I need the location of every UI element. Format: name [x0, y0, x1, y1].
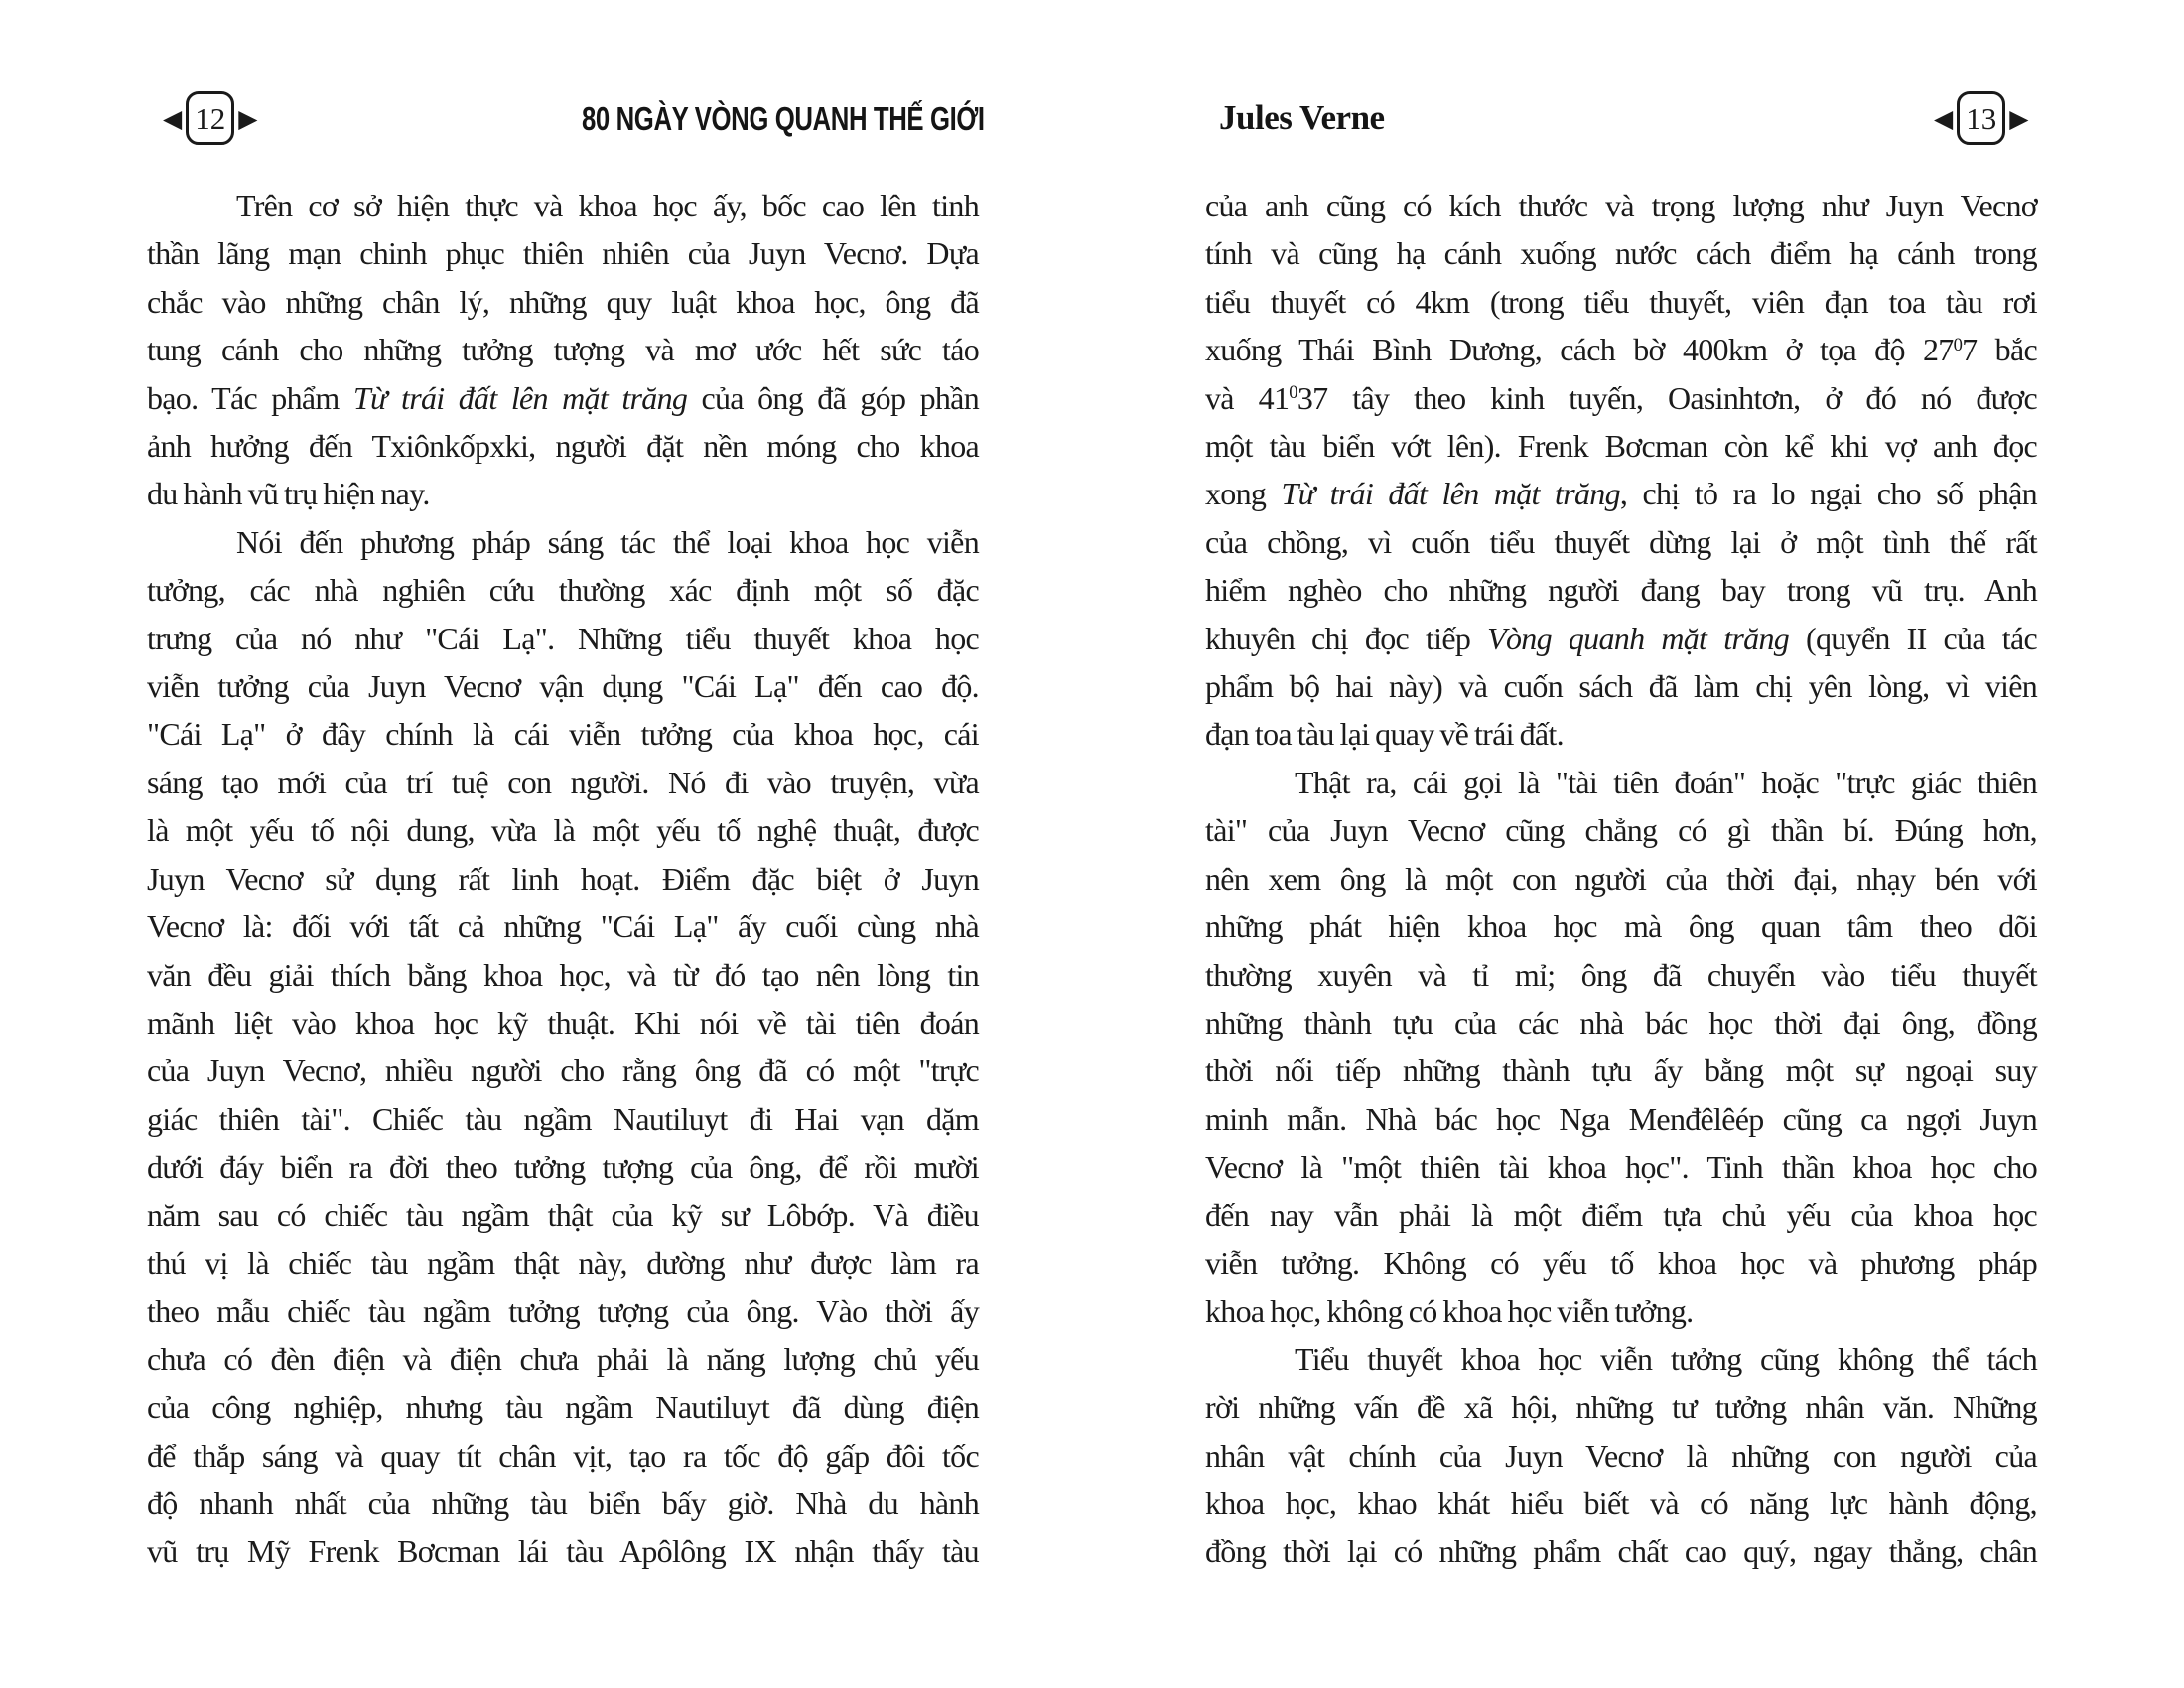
text-line: dưới đáy biển ra đời theo tưởng tượng của ông, để rồi mười	[147, 1149, 979, 1186]
text-line: tung cánh cho những tưởng tượng và mơ ước hết sức táo	[147, 332, 979, 368]
text-line: để thắp sáng và quay tít chân vịt, tạo ra tốc độ gấp đôi tốc	[147, 1437, 979, 1474]
text-line: và $41^037$ tây theo kinh tuyến, Oasinhtơn, ở đó nó được	[1205, 379, 2037, 416]
text-line: của chồng, vì cuốn tiểu thuyết dừng lại ở một tình thế rất	[1205, 523, 2037, 560]
text-line: của công nghiệp, nhưng tàu ngầm Nautiluyt đã dùng điện	[147, 1389, 979, 1426]
text-line: Thật ra, cái gọi là "tài tiên đoán" hoặc "trực giác thiên	[1295, 764, 2037, 800]
text-line: thú vị là chiếc tàu ngầm thật này, dường như được làm ra	[147, 1244, 979, 1281]
text-line: Vecnơ là "một thiên tài khoa học". Tinh thần khoa học cho	[1205, 1149, 2037, 1186]
text-line: giác thiên tài". Chiếc tàu ngầm Nautiluyt đi Hai vạn dặm	[147, 1100, 979, 1137]
text-line: độ nhanh nhất của những tàu biển bấy giờ. Nhà du hành	[147, 1484, 979, 1521]
page-right-body	[1205, 182, 2037, 1576]
text-line: ảnh hưởng đến Txiônkốpxki, người đặt nền móng cho khoa	[147, 428, 979, 465]
text-line: khuyên chị đọc tiếp Vòng quanh mặt trăng (quyển II của tác	[1205, 620, 2037, 656]
text-line: văn đều giải thích bằng khoa học, và từ đó tạo nên lòng tin	[147, 956, 979, 993]
text-line: thời nối tiếp những thành tựu ấy bằng một sự ngoại suy	[1205, 1053, 2037, 1089]
text-line: trưng của nó như "Cái Lạ". Những tiểu thuyết khoa học	[147, 620, 979, 656]
text-line: vũ trụ Mỹ Frenk Bơcman lái tàu Apôlông IX nhận thấy tàu	[147, 1533, 979, 1570]
text-line: xong Từ trái đất lên mặt trăng, chị tỏ ra lo ngại cho số phận	[1205, 476, 2037, 512]
text-line: năm sau có chiếc tàu ngầm thật của kỹ sư Lôbớp. Và điều	[147, 1196, 979, 1233]
text-line: Vecnơ là: đối với tất cả những "Cái Lạ" ấy cuối cùng nhà	[147, 909, 979, 945]
text-line: của anh cũng có kích thước và trọng lượng như Juyn Vecnơ	[1205, 188, 2037, 223]
text-line: thường xuyên và tỉ mỉ; ông đã chuyển vào tiểu thuyết	[1205, 956, 2037, 993]
text-line: Nói đến phương pháp sáng tác thể loại khoa học viễn	[236, 523, 979, 560]
text-line: minh mẫn. Nhà bác học Nga Menđêlêép cũng ca ngợi Juyn	[1205, 1100, 2037, 1137]
text-line: Trên cơ sở hiện thực và khoa học ấy, bốc cao lên tinh	[236, 188, 979, 223]
text-line: đến nay vẫn phải là một điểm tựa chủ yếu của khoa học	[1205, 1196, 2037, 1233]
text-line: "Cái Lạ" ở đây chính là cái viễn tưởng của khoa học, cái	[147, 716, 979, 753]
text-line: theo mẫu chiếc tàu ngầm tưởng tượng của ông. Vào thời ấy	[147, 1293, 979, 1330]
next-page-icon: ▶	[238, 103, 258, 133]
text-line: nhân vật chính của Juyn Vecnơ là những con người của	[1205, 1437, 2037, 1474]
text-line: những thành tựu của các nhà bác học thời đại ông, đồng	[1205, 1004, 2037, 1041]
page-number-right: 13	[1957, 91, 2005, 145]
text-line: bạo. Tác phẩm Từ trái đất lên mặt trăng của ông đã góp phần	[147, 379, 979, 416]
text-line: du hành vũ trụ hiện nay.	[147, 476, 430, 512]
text-line: nên xem ông là một con người của thời đại, nhạy bén với	[1205, 860, 2037, 897]
page-badge-left	[163, 91, 257, 145]
text-line: xuống Thái Bình Dương, cách bờ 400km ở tọa độ $27^07$ bắc	[1205, 332, 2037, 368]
text-line: tưởng, các nhà nghiên cứu thường xác định một số đặc	[147, 572, 979, 609]
book-title: 80 NGÀY VÒNG QUANH THẾ GIỚI	[582, 100, 985, 137]
text-line: rời những vấn đề xã hội, những tư tưởng nhân văn. Những	[1205, 1389, 2037, 1426]
text-line: sáng tạo mới của trí tuệ con người. Nó đi vào truyện, vừa	[147, 764, 979, 800]
text-line: hiểm nghèo cho những người đang bay trong vũ trụ. Anh	[1205, 572, 2037, 609]
text-line: khoa học, không có khoa học viễn tưởng.	[1205, 1293, 1694, 1330]
text-line: viễn tưởng. Không có yếu tố khoa học và phương pháp	[1205, 1244, 2037, 1281]
text-line: khoa học, khao khát hiểu biết và có năng lực hành động,	[1205, 1484, 2037, 1521]
text-line: một tàu biển vớt lên). Frenk Bơcman còn kể khi vợ anh đọc	[1205, 428, 2037, 465]
text-line: thần lãng mạn chinh phục thiên nhiên của Juyn Vecnơ. Dựa	[147, 235, 979, 272]
text-line: viễn tưởng của Juyn Vecnơ vận dụng "Cái Lạ" đến cao độ.	[147, 668, 979, 705]
text-line: tài" của Juyn Vecnơ cũng chẳng có gì thần bí. Đúng hơn,	[1205, 812, 2037, 849]
text-line: tiểu thuyết có 4km (trong tiểu thuyết, viên đạn toa tàu rơi	[1205, 283, 2037, 320]
text-line: chưa có đèn điện và điện chưa phải là năng lượng chủ yếu	[147, 1340, 979, 1377]
text-line: Juyn Vecnơ sử dụng rất linh hoạt. Điểm đặc biệt ở Juyn	[147, 860, 979, 897]
text-line: chắc vào những chân lý, những quy luật khoa học, ông đã	[147, 283, 979, 320]
text-line: mãnh liệt vào khoa học kỹ thuật. Khi nói về tài tiên đoán	[147, 1004, 979, 1041]
text-line: những phát hiện khoa học mà ông quan tâm theo dõi	[1205, 909, 2037, 945]
text-line: tính và cũng hạ cánh xuống nước cách điểm hạ cánh trong	[1205, 235, 2037, 272]
author-name: Jules Verne	[1219, 98, 1385, 137]
prev-page-icon: ◀	[163, 103, 183, 133]
text-line: đồng thời lại có những phẩm chất cao quý, ngay thẳng, chân	[1205, 1533, 2037, 1570]
text-line: là một yếu tố nội dung, vừa là một yếu tố nghệ thuật, được	[147, 812, 979, 849]
prev-page-icon: ◀	[1934, 103, 1954, 133]
text-line: đạn toa tàu lại quay về trái đất.	[1205, 716, 1564, 753]
page-number-left: 12	[186, 91, 234, 145]
text-line: của Juyn Vecnơ, nhiều người cho rằng ông đã có một "trực	[147, 1053, 979, 1089]
page-left-body	[147, 182, 979, 1576]
text-line: Tiểu thuyết khoa học viễn tưởng cũng không thể tách	[1295, 1340, 2037, 1377]
text-line: phẩm bộ hai này) và cuốn sách đã làm chị yên lòng, vì viên	[1205, 668, 2037, 705]
page-badge-right	[1934, 91, 2028, 145]
next-page-icon: ▶	[2009, 103, 2029, 133]
